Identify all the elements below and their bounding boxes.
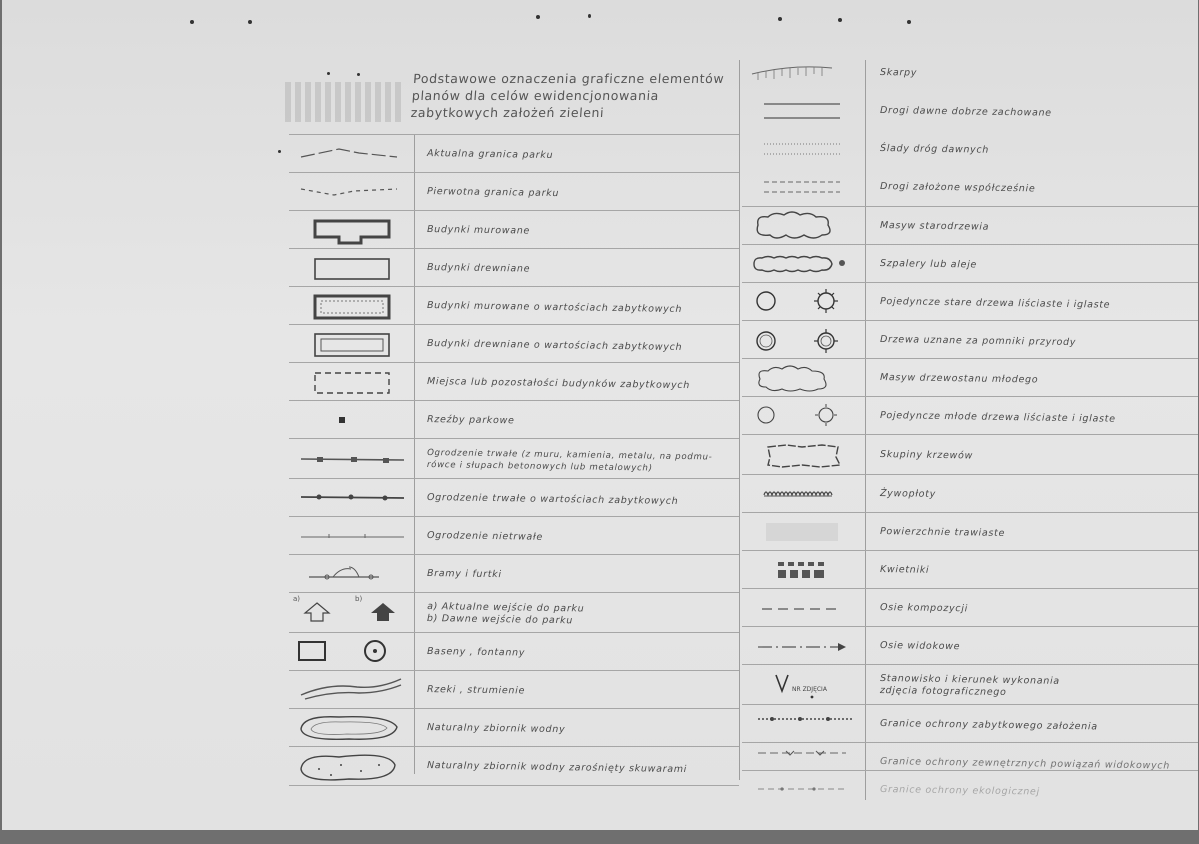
legend-label: Budynki murowane xyxy=(426,224,531,237)
gate-icon xyxy=(289,555,414,593)
legend-row xyxy=(742,512,1198,551)
legend-label: Osie kompozycji xyxy=(879,602,969,615)
lawn-icon xyxy=(742,513,866,551)
building-remains-icon xyxy=(289,363,414,401)
legend-label: Granice ochrony ekologicznej xyxy=(879,784,1040,798)
legend-row xyxy=(742,474,1198,513)
single-old-trees-icon xyxy=(742,283,866,321)
legend-label: Bramy i furtki xyxy=(426,568,502,581)
entrance-arrows-icon xyxy=(289,593,414,633)
legend-label: Powierzchnie trawiaste xyxy=(879,526,1006,539)
legend-label: Granice ochrony zewnętrznych powiązań widokowych xyxy=(879,756,1171,772)
legend-label: Budynki drewniane o wartościach zabytkowych xyxy=(426,338,683,354)
document-title xyxy=(410,70,754,121)
legend-row xyxy=(742,770,1198,809)
legend-row xyxy=(742,54,1198,92)
scan-speck xyxy=(357,73,360,76)
legend-label: Naturalny zbiornik wodny xyxy=(426,722,566,736)
ecological-border-icon xyxy=(742,771,866,809)
legend-label: Masyw drzewostanu młodego xyxy=(879,372,1039,386)
brick-building-icon xyxy=(289,211,414,249)
legend-label: Szpalery lub aleje xyxy=(879,258,978,271)
legend-row xyxy=(742,168,1198,206)
title-line: zabytkowych założeń zieleni xyxy=(410,105,605,120)
dash-line-icon xyxy=(289,135,414,173)
scan-speck xyxy=(190,20,194,24)
old-road-icon xyxy=(742,92,866,130)
scan-speck xyxy=(838,18,842,22)
temporary-fence-icon xyxy=(289,517,414,555)
legend-row xyxy=(289,400,739,439)
scan-speck xyxy=(588,14,591,18)
legend-label: Baseny , fontanny xyxy=(426,646,526,659)
legend-label: Ślady dróg dawnych xyxy=(879,143,990,156)
title-line: planów dla celów ewidencjonowania xyxy=(411,88,660,103)
legend-row xyxy=(742,434,1198,475)
legend-row xyxy=(289,746,739,786)
flowerbed-icon xyxy=(742,551,866,589)
title-line: Podstawowe oznaczenia graficzne elementów xyxy=(412,71,725,86)
legend-row xyxy=(289,670,739,709)
legend-label: Rzeźby parkowe xyxy=(426,414,515,427)
legend-label: Żywopłoty xyxy=(879,488,937,500)
hedge-icon xyxy=(742,475,866,513)
legend-label: Skupiny krzewów xyxy=(879,449,974,462)
scan-speck xyxy=(248,20,252,24)
single-young-trees-icon xyxy=(742,397,866,435)
legend-row xyxy=(289,478,739,517)
legend-label: Pojedyncze stare drzewa liściaste i iglaste xyxy=(879,296,1111,311)
legend-row xyxy=(289,438,739,479)
legend-label: Rzeki , strumienie xyxy=(426,684,526,697)
legend-row xyxy=(742,244,1198,283)
legend-row xyxy=(289,362,739,401)
historic-wooden-building-icon xyxy=(289,325,414,363)
scan-speck xyxy=(907,20,911,24)
legend-label: Ogrodzenie nietrwałe xyxy=(426,530,544,543)
young-tree-mass-icon xyxy=(742,359,866,397)
legend-label: Miejsca lub pozostałości budynków zabytkowych xyxy=(426,376,691,392)
scan-speck xyxy=(278,150,281,153)
natural-monument-icon xyxy=(742,321,866,359)
legend-row xyxy=(289,248,739,287)
photo-point-icon xyxy=(742,665,866,705)
column-divider xyxy=(739,60,740,780)
legend-row xyxy=(742,550,1198,589)
river-icon xyxy=(289,671,414,709)
modern-road-icon xyxy=(742,168,866,206)
svg-text:a): a) xyxy=(293,595,301,603)
alley-icon xyxy=(742,245,866,283)
shrub-group-icon xyxy=(742,435,866,475)
legend-label: Pierwotna granica parku xyxy=(426,186,560,200)
view-axis-icon xyxy=(742,627,866,665)
sculpture-icon xyxy=(289,401,414,439)
legend-row xyxy=(289,210,739,249)
legend-row xyxy=(742,704,1198,743)
legend-row xyxy=(742,664,1198,705)
pond-icon xyxy=(289,709,414,747)
dashed-line-icon xyxy=(289,173,414,211)
legend-row xyxy=(742,320,1198,359)
legend-row xyxy=(742,588,1198,627)
legend-label: Osie widokowe xyxy=(879,640,961,653)
slope-icon xyxy=(742,54,866,92)
legend-row xyxy=(742,358,1198,397)
legend-row xyxy=(742,282,1198,321)
legend-label: Budynki murowane o wartościach zabytkowych xyxy=(426,300,683,316)
protection-border-icon xyxy=(742,705,866,743)
legend-row xyxy=(289,592,739,633)
wooden-building-icon xyxy=(289,249,414,287)
overgrown-pond-icon xyxy=(289,747,414,785)
legend-row xyxy=(742,92,1198,130)
legend-label: Pojedyncze młode drzewa liściaste i iglaste xyxy=(879,410,1116,425)
legend-row xyxy=(742,206,1198,245)
legend-label: Skarpy xyxy=(879,67,918,79)
legend-label: Granice ochrony zabytkowego założenia xyxy=(879,718,1098,733)
legend-label: Drogi założone współcześnie xyxy=(879,181,1036,195)
historic-brick-building-icon xyxy=(289,287,414,325)
legend-row xyxy=(289,516,739,555)
legend-label: Ogrodzenie trwałe (z muru, kamienia, metalu, na podmu- rówce i słupach betonowych lub metalowych) xyxy=(426,448,713,474)
composition-axis-icon xyxy=(742,589,866,627)
legend-label: Aktualna granica parku xyxy=(426,148,554,161)
scan-speck xyxy=(536,15,540,19)
legend-row xyxy=(289,172,739,211)
legend-label: a) Aktualne wejście do parku b) Dawne wejście do parku xyxy=(426,601,585,627)
legend-row xyxy=(289,708,739,747)
old-tree-mass-icon xyxy=(742,207,866,245)
scanned-document-sheet xyxy=(2,0,1198,830)
legend-label: Budynki drewniane xyxy=(426,262,531,275)
road-traces-icon xyxy=(742,130,866,168)
legend-row xyxy=(289,286,739,325)
faded-stamp xyxy=(285,82,405,122)
legend-label: Naturalny zbiornik wodny zarośnięty skuwarami xyxy=(426,760,688,776)
legend-label: Masyw starodrzewia xyxy=(879,220,990,233)
legend-row xyxy=(289,324,739,363)
legend-label: Drogi dawne dobrze zachowane xyxy=(879,105,1052,119)
legend-row xyxy=(742,130,1198,168)
legend-row xyxy=(289,134,739,173)
legend-label: Ogrodzenie trwałe o wartościach zabytkowych xyxy=(426,492,679,507)
legend-row xyxy=(289,554,739,593)
scan-speck xyxy=(327,72,330,75)
historic-fence-icon xyxy=(289,479,414,517)
legend-row xyxy=(742,626,1198,665)
permanent-fence-icon xyxy=(289,439,414,479)
photo-number-label: NR ZDJĘCIA xyxy=(792,686,827,693)
legend-row xyxy=(742,396,1198,435)
svg-text:b): b) xyxy=(355,595,363,603)
legend-row xyxy=(289,632,739,671)
scan-speck xyxy=(778,17,782,21)
legend-label: Stanowisko i kierunek wykonania zdjęcia fotograficznego xyxy=(879,673,1060,698)
legend-label: Drzewa uznane za pomniki przyrody xyxy=(879,334,1077,349)
legend-label: Kwietniki xyxy=(879,564,930,576)
pool-fountain-icon xyxy=(289,633,414,671)
